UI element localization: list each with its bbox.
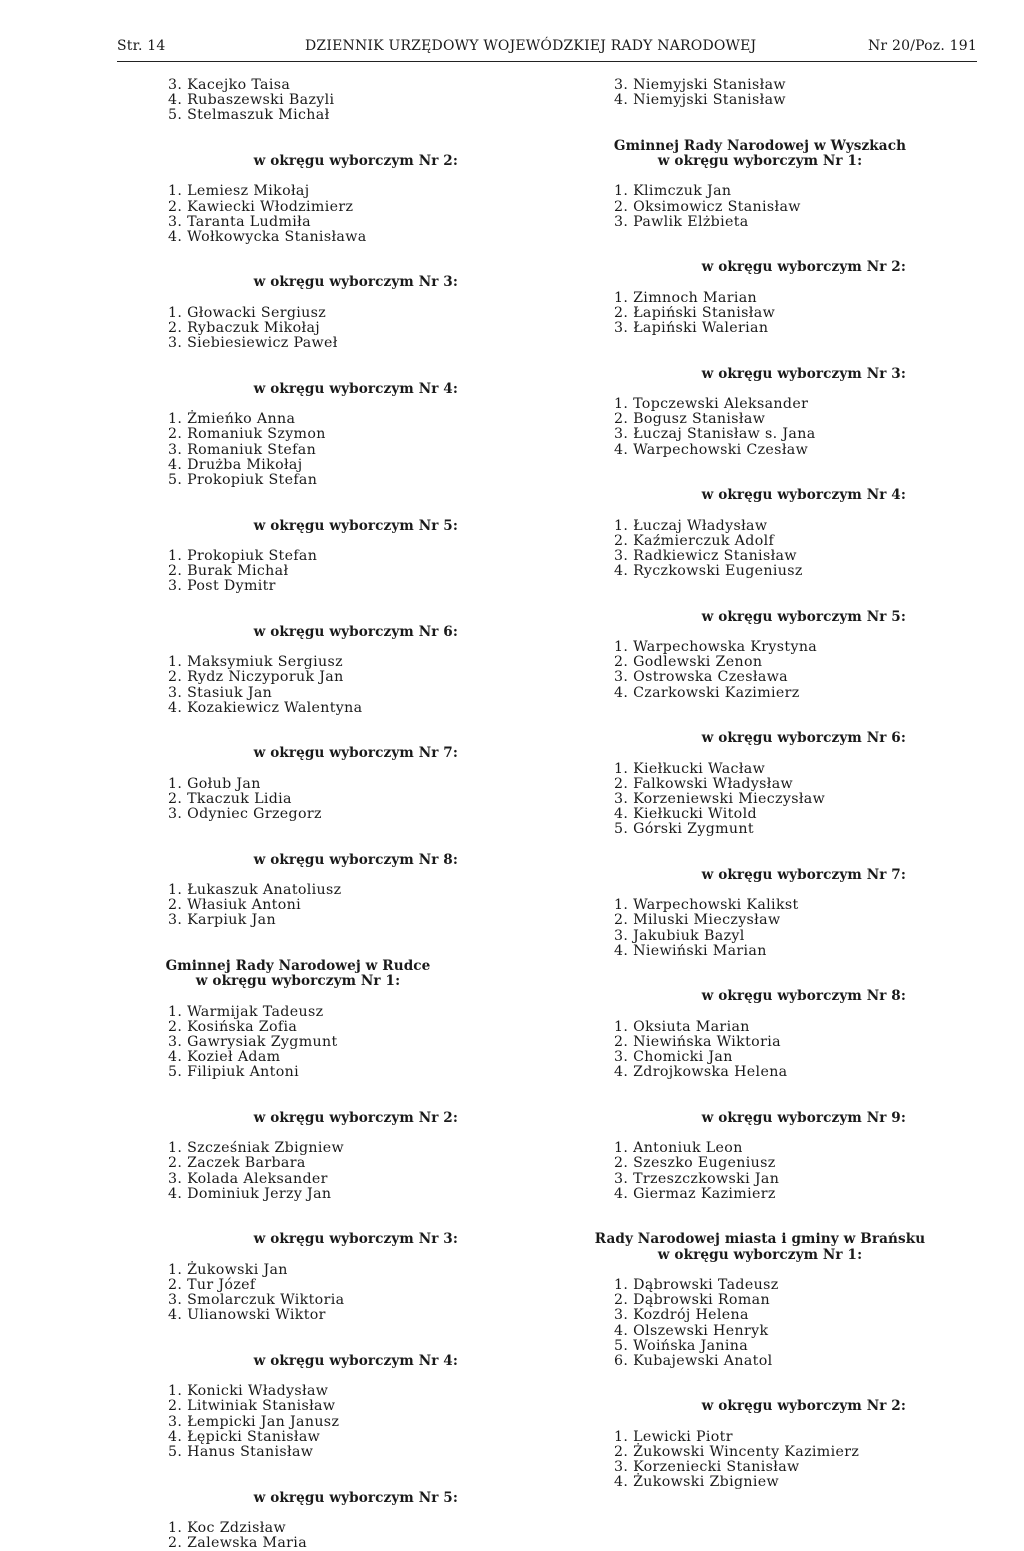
candidate-item: 4. Niewiński Marian: [614, 942, 767, 959]
candidate-item: 3. Kolada Aleksander: [168, 1170, 328, 1187]
block-spacer: [614, 579, 1014, 609]
candidate-item: 3. Kacejko Taisa: [168, 77, 291, 93]
heading-spacer: [614, 1005, 1014, 1020]
candidate-item: 4. Olszewski Henryk: [614, 1322, 769, 1339]
heading-spacer: [614, 1415, 1014, 1430]
block-spacer: [168, 488, 568, 518]
district-heading: w okręgu wyborczym Nr 5:: [701, 608, 906, 625]
candidate-item: 1. Dąbrowski Tadeusz: [614, 1276, 779, 1293]
candidate-item: 3. Pawlik Elżbieta: [614, 213, 749, 230]
candidate-item: 4. Dominiuk Jerzy Jan: [168, 1185, 332, 1202]
candidate-item: 3. Kozdrój Helena: [614, 1307, 749, 1324]
candidate-item: 1. Lewicki Piotr: [614, 1428, 733, 1445]
candidate-item: 3. Siebiesiewicz Paweł: [168, 335, 338, 352]
district-heading: w okręgu wyborczym Nr 3:: [253, 274, 458, 291]
heading-spacer: [168, 397, 568, 412]
block-spacer: [168, 1460, 568, 1490]
candidate-item: 3. Taranta Ludmiła: [168, 213, 311, 230]
block-spacer: [168, 929, 568, 959]
candidate-item: 4. Kiełkucki Witold: [614, 806, 757, 823]
candidate-item: 2. Zaczek Barbara: [168, 1155, 306, 1172]
district-heading: w okręgu wyborczym Nr 8:: [701, 988, 906, 1005]
candidate-item: 2. Łapiński Stanisław: [614, 304, 776, 321]
candidate-item: 4. Rubaszewski Bazyli: [168, 92, 335, 109]
council-heading: Gminnej Rady Narodowej w Wyszkach: [613, 137, 907, 154]
candidate-item: 1. Warpechowski Kalikst: [614, 897, 799, 914]
candidate-item: 2. Szeszko Eugeniusz: [614, 1155, 776, 1172]
right-column: [594, 77, 1014, 1491]
candidate-item: 3. Jakubiuk Bazyl: [614, 927, 745, 944]
candidate-item: 1. Warpechowska Krystyna: [614, 639, 818, 656]
candidate-item: 1. Lemiesz Mikołaj: [168, 183, 310, 200]
heading-spacer: [614, 1126, 1014, 1141]
heading-spacer: [168, 291, 568, 306]
block-spacer: [614, 1081, 1014, 1111]
candidate-item: 5. Prokopiuk Stefan: [168, 471, 318, 488]
candidate-item: 4. Łępicki Stanisław: [168, 1428, 321, 1445]
block-spacer: [168, 1324, 568, 1354]
candidate-item: 2. Rydz Niczyporuk Jan: [168, 669, 344, 686]
candidate-item: 1. Warmijak Tadeusz: [168, 1003, 324, 1020]
candidate-item: 2. Oksimowicz Stanisław: [614, 198, 801, 215]
header-rule: [117, 61, 977, 62]
candidate-item: 3. Karpiuk Jan: [168, 912, 276, 929]
candidate-item: 1. Żmieńko Anna: [168, 411, 296, 428]
block-spacer: [614, 701, 1014, 731]
block-spacer: [614, 108, 1014, 138]
block-spacer: [168, 822, 568, 852]
candidate-item: 1. Klimczuk Jan: [614, 183, 732, 200]
heading-spacer: [614, 883, 1014, 898]
candidate-item: 1. Gołub Jan: [168, 775, 261, 792]
heading-spacer: [168, 640, 568, 655]
block-spacer: [168, 124, 568, 154]
candidate-item: 3. Odyniec Grzegorz: [168, 806, 322, 823]
candidate-item: 1. Żukowski Jan: [168, 1261, 288, 1278]
heading-spacer: [168, 868, 568, 883]
candidate-item: 2. Burak Michał: [168, 563, 289, 580]
heading-spacer: [614, 746, 1014, 761]
candidate-item: 3. Radkiewicz Stanisław: [614, 547, 797, 564]
block-spacer: [614, 230, 1014, 260]
page-number: Str. 14: [117, 38, 166, 54]
candidate-item: 1. Antoniuk Leon: [614, 1140, 743, 1157]
district-heading: w okręgu wyborczym Nr 7:: [253, 745, 458, 762]
candidate-item: 3. Ostrowska Czesława: [614, 669, 788, 686]
block-spacer: [168, 1081, 568, 1111]
district-heading: w okręgu wyborczym Nr 3:: [701, 365, 906, 382]
district-heading: w okręgu wyborczym Nr 4:: [253, 380, 458, 397]
journal-title: DZIENNIK URZĘDOWY WOJEWÓDZKIEJ RADY NARODOWEJ: [305, 38, 757, 54]
candidate-item: 2. Tur Józef: [168, 1276, 256, 1293]
candidate-item: 5. Stelmaszuk Michał: [168, 107, 330, 124]
heading-spacer: [614, 1263, 1014, 1278]
block-spacer: [614, 336, 1014, 366]
block-spacer: [614, 837, 1014, 867]
heading-spacer: [168, 169, 568, 184]
block-spacer: [168, 351, 568, 381]
candidate-item: 3. Łuczaj Stanisław s. Jana: [614, 426, 816, 443]
candidate-item: 2. Kawiecki Włodzimierz: [168, 198, 354, 215]
heading-spacer: [168, 762, 568, 777]
district-heading: w okręgu wyborczym Nr 9:: [701, 1109, 906, 1126]
candidate-item: 4. Czarkowski Kazimierz: [614, 684, 800, 701]
candidate-item: 4. Wołkowycka Stanisława: [168, 228, 367, 245]
heading-spacer: [168, 1506, 568, 1521]
district-heading: w okręgu wyborczym Nr 2:: [701, 259, 906, 276]
candidate-item: 1. Oksiuta Marian: [614, 1018, 750, 1035]
candidate-item: 2. Zalewska Maria: [168, 1535, 307, 1551]
candidate-item: 3. Stasiuk Jan: [168, 684, 273, 701]
heading-spacer: [168, 1126, 568, 1141]
candidate-item: 1. Głowacki Sergiusz: [168, 304, 327, 321]
candidate-item: 2. Bogusz Stanisław: [614, 411, 766, 428]
candidate-item: 1. Kiełkucki Wacław: [614, 760, 766, 777]
district-heading: w okręgu wyborczym Nr 3:: [253, 1231, 458, 1248]
candidate-item: 1. Łukaszuk Anatoliusz: [168, 882, 342, 899]
block-spacer: [168, 716, 568, 746]
candidate-item: 1. Szcześniak Zbigniew: [168, 1140, 345, 1157]
block-spacer: [614, 959, 1014, 989]
candidate-item: 3. Łapiński Walerian: [614, 320, 769, 337]
candidate-item: 3. Gawrysiak Zygmunt: [168, 1033, 338, 1050]
candidate-item: 4. Kozakiewicz Walentyna: [168, 699, 363, 716]
district-heading: w okręgu wyborczym Nr 2:: [253, 1109, 458, 1126]
candidate-item: 1. Maksymiuk Sergiusz: [168, 654, 343, 671]
candidate-item: 3. Post Dymitr: [168, 578, 276, 595]
candidate-item: 5. Górski Zygmunt: [614, 821, 754, 838]
heading-spacer: [168, 1248, 568, 1263]
heading-spacer: [614, 382, 1014, 397]
candidate-item: 2. Godlewski Zenon: [614, 654, 763, 671]
block-spacer: [168, 594, 568, 624]
district-heading: w okręgu wyborczym Nr 5:: [253, 1489, 458, 1506]
candidate-item: 2. Litwiniak Stanisław: [168, 1398, 336, 1415]
candidate-item: 4. Niemyjski Stanisław: [614, 92, 786, 109]
page-header: [117, 38, 977, 62]
district-heading: w okręgu wyborczym Nr 1:: [657, 1246, 863, 1263]
candidate-item: 2. Tkaczuk Lidia: [168, 790, 292, 807]
candidate-item: 2. Kosińska Zofia: [168, 1018, 298, 1035]
candidate-item: 3. Niemyjski Stanisław: [614, 77, 786, 93]
block-spacer: [614, 1202, 1014, 1232]
left-column: [165, 77, 568, 1551]
district-heading: w okręgu wyborczym Nr 7:: [701, 866, 906, 883]
candidate-item: 4. Drużba Mikołaj: [168, 456, 303, 473]
candidate-item: 3. Łempicki Jan Janusz: [168, 1413, 340, 1430]
candidate-item: 4. Warpechowski Czesław: [614, 441, 809, 458]
district-heading: w okręgu wyborczym Nr 8:: [253, 851, 458, 868]
block-spacer: [168, 1202, 568, 1232]
candidate-item: 3. Chomicki Jan: [614, 1049, 733, 1066]
council-heading: Gminnej Rady Narodowej w Rudce: [165, 958, 431, 974]
district-heading: w okręgu wyborczym Nr 2:: [253, 152, 458, 169]
district-heading: w okręgu wyborczym Nr 4:: [253, 1352, 458, 1369]
candidate-item: 4. Giermaz Kazimierz: [614, 1185, 776, 1202]
candidate-item: 3. Korzeniewski Mieczysław: [614, 790, 826, 807]
candidate-item: 2. Falkowski Władysław: [614, 775, 794, 792]
candidate-item: 2. Kaźmierczuk Adolf: [614, 532, 775, 549]
candidate-item: 3. Trzeszczkowski Jan: [614, 1170, 780, 1187]
candidate-item: 4. Kozieł Adam: [168, 1049, 281, 1066]
district-heading: w okręgu wyborczym Nr 2:: [701, 1398, 906, 1415]
heading-spacer: [614, 625, 1014, 640]
candidate-item: 1. Konicki Władysław: [168, 1383, 329, 1400]
district-heading: w okręgu wyborczym Nr 6:: [701, 730, 906, 747]
district-heading: w okręgu wyborczym Nr 1:: [657, 152, 863, 169]
candidate-item: 1. Topczewski Aleksander: [614, 395, 809, 412]
candidate-item: 4. Żukowski Zbigniew: [614, 1474, 780, 1491]
issue-number: Nr 20/Poz. 191: [867, 38, 977, 54]
candidate-item: 4. Ulianowski Wiktor: [168, 1307, 326, 1324]
candidate-item: 2. Własiuk Antoni: [168, 897, 302, 914]
council-heading: Rady Narodowej miasta i gminy w Brańsku: [594, 1231, 926, 1248]
candidate-item: 1. Łuczaj Władysław: [614, 517, 768, 534]
candidate-item: 1. Zimnoch Marian: [614, 289, 758, 306]
candidate-item: 3. Smolarczuk Wiktoria: [168, 1292, 345, 1309]
heading-spacer: [168, 1369, 568, 1384]
district-heading: w okręgu wyborczym Nr 1:: [195, 973, 401, 990]
heading-spacer: [168, 534, 568, 549]
candidate-item: 5. Hanus Stanisław: [168, 1444, 314, 1461]
candidate-item: 3. Romaniuk Stefan: [168, 441, 317, 458]
candidate-item: 1. Prokopiuk Stefan: [168, 547, 318, 564]
candidate-item: 4. Ryczkowski Eugeniusz: [614, 563, 803, 580]
district-heading: w okręgu wyborczym Nr 4:: [701, 487, 906, 504]
block-spacer: [614, 458, 1014, 488]
candidate-item: 4. Zdrojkowska Helena: [614, 1064, 788, 1081]
block-spacer: [614, 1369, 1014, 1399]
candidate-item: 2. Rybaczuk Mikołaj: [168, 320, 321, 337]
candidate-item: 2. Miluski Mieczysław: [614, 912, 781, 929]
heading-spacer: [614, 503, 1014, 518]
candidate-item: 5. Woińska Janina: [614, 1337, 749, 1354]
heading-spacer: [614, 275, 1014, 290]
candidate-item: 1. Koc Zdzisław: [168, 1520, 286, 1536]
candidate-item: 3. Korzeniecki Stanisław: [614, 1459, 800, 1476]
candidate-item: 2. Niewińska Wiktoria: [614, 1033, 781, 1050]
candidate-item: 2. Romaniuk Szymon: [168, 426, 326, 443]
candidate-item: 2. Dąbrowski Roman: [614, 1292, 770, 1309]
candidate-item: 2. Żukowski Wincenty Kazimierz: [614, 1444, 860, 1461]
district-heading: w okręgu wyborczym Nr 6:: [253, 623, 458, 640]
candidate-item: 6. Kubajewski Anatol: [614, 1352, 773, 1369]
district-heading: w okręgu wyborczym Nr 5:: [253, 517, 458, 534]
candidate-item: 5. Filipiuk Antoni: [168, 1064, 299, 1081]
block-spacer: [168, 245, 568, 275]
heading-spacer: [168, 989, 568, 1004]
heading-spacer: [614, 169, 1014, 184]
